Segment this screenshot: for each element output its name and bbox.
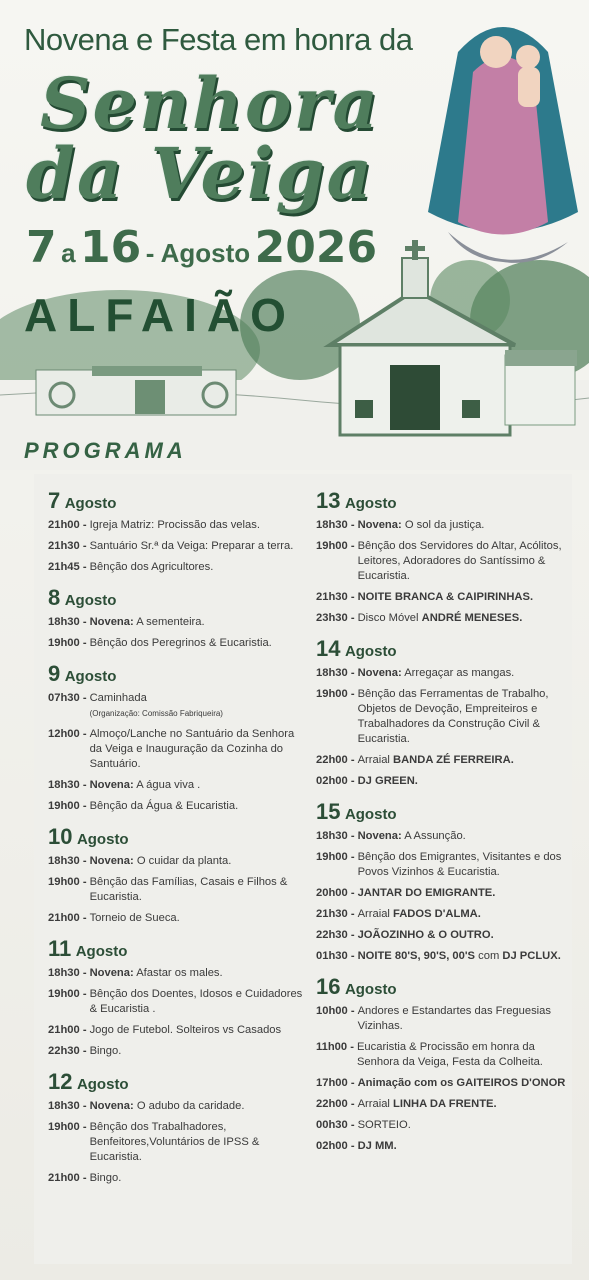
schedule-item [316,753,571,768]
schedule-item [48,636,303,651]
day-month: Agosto [344,806,397,823]
event-description [355,666,515,681]
event-text: Disco Móvel [357,612,422,624]
day-heading [48,824,303,850]
event-separator: - [79,800,87,812]
schedule-item [316,1139,571,1154]
event-text: Arraial [357,1098,394,1110]
event-time [316,687,355,747]
schedule-item [48,966,303,981]
event-time-value: 21h45 [48,561,80,573]
event-description [87,615,205,630]
schedule-item [316,1040,571,1070]
schedule-item [316,687,571,747]
event-time-value: 19h00 [316,851,348,863]
date-start: 7 [26,222,57,273]
day-month: Agosto [76,1076,129,1093]
event-highlight: BANDA ZÉ FERREIRA. [393,754,514,766]
day-heading [316,488,571,514]
schedule-item [48,1099,303,1114]
event-separator: - [79,616,87,628]
day-spacer [316,1160,571,1164]
event-separator: - [79,912,87,924]
event-dates [26,222,377,273]
day-month: Agosto [344,495,397,512]
event-separator: - [79,561,87,573]
event-time-value: 22h30 [316,929,348,941]
event-highlight: Animação com os GAITEIROS D'ONOR [357,1077,566,1089]
event-time [316,928,355,943]
event-description [355,850,571,880]
event-text: Eucaristia & Procissão em honra da Senhora da Veiga, Festa da Colheita. [356,1041,543,1068]
event-time [316,539,355,584]
event-time [48,911,87,926]
event-separator: - [347,908,355,920]
event-time-value: 01h30 [316,950,348,962]
event-separator: - [347,950,355,962]
schedule-item [316,666,571,681]
event-text: Afastar os males. [133,967,223,979]
event-time-value: 21h30 [316,908,348,920]
event-separator: - [347,540,355,552]
day-month: Agosto [344,981,397,998]
event-time-value: 19h00 [48,1121,80,1133]
day-number: 11 [48,936,72,961]
event-time-value: 10h00 [316,1005,348,1017]
event-highlight: ANDRÉ MENESES. [421,612,523,624]
event-highlight: Novena: [357,667,402,679]
day-month: Agosto [75,943,128,960]
event-text: Bênção dos Agricultores. [89,561,214,573]
event-time [48,636,87,651]
event-text: Bingo. [89,1045,122,1057]
event-text: A Assunção. [401,830,466,842]
event-time-value: 21h00 [48,1024,80,1036]
event-description [355,928,494,943]
event-text: Andores e Estandartes das Freguesias Vizinhas. [357,1005,551,1032]
event-time [48,1044,87,1059]
event-text: Arraial [357,908,394,920]
event-time-value: 17h00 [316,1077,348,1089]
event-description [87,875,303,905]
day-heading [316,799,571,825]
event-separator: - [79,779,87,791]
event-time [316,1076,355,1091]
event-time-value: 19h00 [48,876,80,888]
day-heading [48,661,303,687]
schedule-item [48,778,303,793]
day-heading [48,1069,303,1095]
schedule-item [48,1023,303,1038]
event-time [316,774,355,789]
event-time [316,1040,354,1070]
event-time-value: 21h30 [48,540,80,552]
event-time-value: 21h00 [48,1172,80,1184]
event-description [87,1171,122,1186]
schedule-item [316,611,571,626]
event-time [316,753,355,768]
event-time [48,539,87,554]
event-time [316,1118,355,1133]
day-month: Agosto [64,668,117,685]
schedule-item [48,539,303,554]
day-heading [316,974,571,1000]
event-description [355,753,514,768]
schedule-item [48,854,303,869]
event-description [355,829,466,844]
event-time-value: 02h00 [316,1140,348,1152]
event-description [87,560,214,575]
schedule-item [48,518,303,533]
event-separator: - [79,1045,87,1057]
day-number: 12 [48,1069,73,1094]
event-time [316,907,355,922]
event-time [316,829,355,844]
event-highlight: FADOS D'ALMA. [393,908,481,920]
event-time [316,949,355,964]
event-highlight: NOITE 80'S, 90'S, 00'S [357,950,476,962]
event-separator: - [347,667,355,679]
event-highlight: DJ PCLUX. [502,950,561,962]
day-heading [48,936,303,962]
event-text: Bênção dos Peregrinos & Eucaristia. [89,637,272,649]
event-text: O adubo da caridade. [133,1100,245,1112]
event-text: Bênção dos Servidores do Altar, Acólitos, Leitores, Adoradores do Santíssimo & Eucaristia. [357,540,562,582]
event-separator: - [79,988,87,1000]
event-description [355,1076,566,1091]
event-separator: - [347,688,355,700]
event-time-value: 21h30 [316,591,348,603]
event-time-value: 20h00 [316,887,348,899]
event-highlight: NOITE BRANCA & CAIPIRINHAS. [357,591,534,603]
event-description [355,687,571,747]
event-time [316,666,355,681]
event-time-value: 21h00 [48,912,80,924]
event-description [87,518,260,533]
event-time [48,1023,87,1038]
schedule-right-column [316,488,571,1164]
event-time-value: 00h30 [316,1119,348,1131]
date-month: - Agosto [145,238,251,268]
event-separator: - [347,1098,355,1110]
title-line-1: Senhora [40,62,380,145]
event-description [87,1099,245,1114]
event-description [355,774,418,789]
event-description [87,727,303,772]
day-number: 14 [316,636,341,661]
event-description [355,886,496,901]
schedule-item [316,829,571,844]
event-highlight: Novena: [357,519,402,531]
event-description [87,987,303,1017]
schedule-item [316,949,571,964]
event-separator: - [347,830,355,842]
event-separator: - [347,754,355,766]
event-time [48,691,87,721]
event-time-value: 22h00 [316,1098,348,1110]
day-heading [316,636,571,662]
event-time [48,615,87,630]
event-separator: - [347,929,355,941]
event-time [316,590,355,605]
schedule-item [316,1118,571,1133]
day-number: 15 [316,799,341,824]
event-time-value: 12h00 [48,728,80,740]
event-description [355,590,533,605]
event-separator: - [79,967,87,979]
event-description [87,778,201,793]
event-text: Bênção das Famílias, Casais e Filhos & Eucaristia. [89,876,288,903]
event-time [316,1139,355,1154]
event-time-value: 21h00 [48,519,80,531]
subtitle: Novena e Festa em honra da [24,22,413,57]
event-separator: - [79,519,87,531]
event-separator: - [79,1121,87,1133]
event-time [48,518,87,533]
event-text: Santuário Sr.ª da Veiga: Preparar a terra. [89,540,294,552]
event-time [48,799,87,814]
day-heading [48,585,303,611]
event-description [87,691,223,721]
day-number: 9 [48,661,61,686]
schedule-item [48,560,303,575]
event-separator: - [79,1172,87,1184]
event-description [355,518,485,533]
event-time [316,886,355,901]
event-time [316,611,355,626]
event-highlight: DJ GREEN. [357,775,418,787]
event-description [354,1040,571,1070]
day-month: Agosto [64,592,117,609]
day-number: 16 [316,974,341,999]
event-separator: - [79,1100,87,1112]
event-description [87,1120,303,1165]
event-time-value: 18h30 [48,1100,80,1112]
programa-label: PROGRAMA [24,438,187,463]
event-description [355,539,571,584]
schedule-item [48,875,303,905]
event-separator: - [79,540,87,552]
schedule-item [316,539,571,584]
schedule-item [316,774,571,789]
event-separator: - [347,612,355,624]
event-time-value: 19h00 [48,988,80,1000]
event-highlight: Novena: [89,967,134,979]
event-separator: - [347,1005,355,1017]
date-end: 16 [80,222,142,273]
event-time-value: 22h30 [48,1045,80,1057]
schedule-item [316,1076,571,1091]
event-separator: - [347,887,355,899]
event-text: A sementeira. [133,616,205,628]
schedule-item [316,850,571,880]
event-highlight: LINHA DA FRENTE. [393,1098,497,1110]
event-time-value: 18h30 [316,830,348,842]
event-time-value: 19h00 [48,800,80,812]
event-time-value: 19h00 [316,540,348,552]
event-separator: - [79,728,87,740]
event-separator: - [347,1077,355,1089]
event-time [48,987,87,1017]
event-text: Torneio de Sueca. [89,912,180,924]
event-description [87,1044,122,1059]
event-highlight: JOÃOZINHO & O OUTRO. [357,929,494,941]
schedule-item [316,928,571,943]
event-description [87,799,239,814]
event-separator: - [347,1041,354,1053]
event-description [87,539,294,554]
event-highlight: Novena: [357,830,402,842]
schedule-item [48,799,303,814]
schedule-item [48,911,303,926]
statue-image [418,12,588,282]
place-name: ALFAIÃO [24,289,296,341]
event-time [48,854,87,869]
event-time-value: 19h00 [48,637,80,649]
event-text: SORTEIO. [357,1119,411,1131]
schedule-item [316,907,571,922]
day-month: Agosto [64,495,117,512]
schedule-item [316,518,571,533]
event-separator: - [79,1024,87,1036]
event-time [48,1099,87,1114]
event-note: (Organização: Comissão Fabriqueira) [89,709,223,718]
event-separator: - [347,851,355,863]
event-separator: - [79,692,87,704]
title-line-2: da Veiga [26,132,374,215]
event-time [316,1097,355,1112]
event-text: Caminhada [89,692,147,704]
event-time-value: 23h30 [316,612,348,624]
event-time-value: 18h30 [48,779,80,791]
event-time-value: 18h30 [48,967,80,979]
event-description [355,1139,397,1154]
event-text: O sol da justiça. [401,519,485,531]
event-time-value: 07h30 [48,692,80,704]
event-highlight: DJ MM. [357,1140,397,1152]
event-separator: - [347,1119,355,1131]
event-text: Igreja Matriz: Procissão das velas. [89,519,260,531]
day-month: Agosto [76,831,129,848]
event-time [316,518,355,533]
event-separator: - [347,1140,355,1152]
event-time-value: 22h00 [316,754,348,766]
event-time [48,778,87,793]
event-time-value: 19h00 [316,688,348,700]
event-separator: - [79,855,87,867]
schedule-item [48,691,303,721]
event-text: Bênção dos Emigrantes, Visitantes e dos Povos Vizinhos & Eucaristia. [357,851,562,878]
schedule-item [316,1004,571,1034]
event-text: Bênção da Água & Eucaristia. [89,800,239,812]
event-time-value: 18h30 [316,667,348,679]
schedule-item [48,727,303,772]
schedule-item [48,1171,303,1186]
event-separator: - [79,876,87,888]
event-description [355,907,481,922]
schedule-item [48,615,303,630]
event-text: Almoço/Lanche no Santuário da Senhora da Veiga e Inauguração da Cozinha do Santuário. [89,728,295,770]
day-number: 7 [48,488,61,513]
event-time-value: 02h00 [316,775,348,787]
event-time [48,1120,87,1165]
date-year: 2026 [254,222,378,273]
event-highlight: Novena: [89,779,134,791]
event-highlight: JANTAR DO EMIGRANTE. [357,887,496,899]
event-text: Arraial [357,754,394,766]
event-time [48,966,87,981]
event-time [48,560,87,575]
event-separator: - [347,519,355,531]
day-heading [48,488,303,514]
event-separator: - [79,637,87,649]
event-text: Bênção das Ferramentas de Trabalho, Objetos de Devoção, Empreiteiros e Trabalhadores da Construção Civil & Eucaristia. [357,688,549,745]
date-a: a [61,238,76,268]
day-month: Agosto [344,643,397,660]
schedule-item [316,886,571,901]
event-time [48,727,87,772]
day-number: 8 [48,585,61,610]
event-description [355,611,523,626]
event-time-value: 18h30 [48,616,80,628]
event-description [355,1118,411,1133]
event-description [355,1004,571,1034]
event-highlight: Novena: [89,1100,134,1112]
schedule-item [48,1044,303,1059]
event-highlight: Novena: [89,855,134,867]
event-time [316,850,355,880]
schedule-item [316,590,571,605]
event-text: Bênção dos Trabalhadores, Benfeitores,Voluntários de IPSS & Eucaristia. [89,1121,260,1163]
schedule-item [48,1120,303,1165]
event-description [355,1097,497,1112]
schedule-item [48,987,303,1017]
day-spacer [48,1192,303,1196]
schedule-item [316,1097,571,1112]
event-text: Arregaçar as mangas. [401,667,515,679]
event-time [48,1171,87,1186]
event-time [48,875,87,905]
event-separator: - [347,591,355,603]
event-text: O cuidar da planta. [133,855,232,867]
event-text: A água viva . [133,779,201,791]
schedule-left-column [48,488,303,1196]
event-separator: - [347,775,355,787]
event-time-value: 11h00 [316,1041,348,1053]
event-text: com [475,950,503,962]
event-time [316,1004,355,1034]
event-description [87,966,223,981]
event-description [87,636,272,651]
event-highlight: Novena: [89,616,134,628]
event-text: Bênção dos Doentes, Idosos e Cuidadores & Eucaristia . [89,988,303,1015]
day-number: 13 [316,488,341,513]
event-text: Bingo. [89,1172,122,1184]
event-description [87,911,180,926]
event-time-value: 18h30 [48,855,80,867]
event-text: Jogo de Futebol. Solteiros vs Casados [89,1024,282,1036]
day-number: 10 [48,824,73,849]
event-time-value: 18h30 [316,519,348,531]
event-description [87,854,232,869]
event-description [355,949,561,964]
event-description [87,1023,282,1038]
